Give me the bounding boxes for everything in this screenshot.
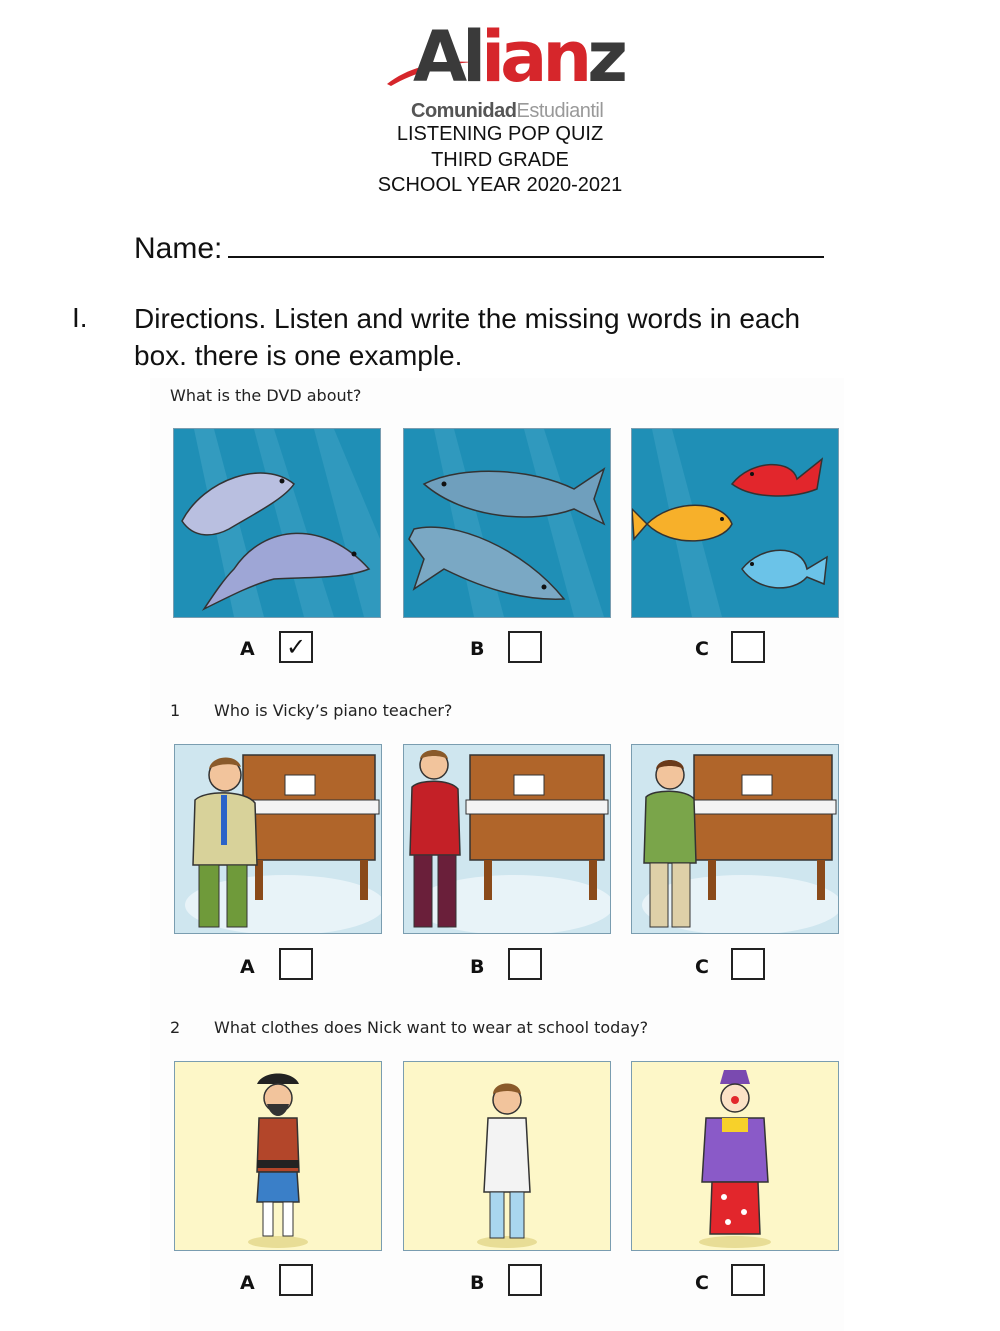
picture-teacher-b — [403, 744, 611, 934]
name-label: Name: — [134, 232, 223, 265]
picture-pirate-costume — [174, 1061, 382, 1251]
question-1-number: 1 — [170, 701, 181, 720]
school-year: SCHOOL YEAR 2020-2021 — [377, 174, 623, 196]
picture-fish — [631, 428, 839, 618]
answer-box-a[interactable] — [279, 948, 313, 980]
section-number: I. — [72, 302, 88, 333]
answer-box-c[interactable] — [731, 1264, 765, 1296]
answer-box-b[interactable] — [508, 948, 542, 980]
answer-box-c[interactable] — [731, 631, 765, 663]
option-label-b: B — [470, 1272, 485, 1294]
picture-clown-costume — [631, 1061, 839, 1251]
answer-box-c[interactable] — [731, 948, 765, 980]
picture-dolphins — [173, 428, 381, 618]
section-directions: Directions. Listen and write the missing words in each box. there is one example. — [134, 303, 801, 371]
logo-subtitle: ComunidadEstudiantil — [411, 100, 604, 122]
option-label-a: A — [240, 956, 255, 978]
name-field[interactable] — [228, 226, 824, 258]
question-2-number: 2 — [170, 1018, 181, 1037]
option-label-c: C — [695, 1272, 709, 1294]
answer-box-a[interactable]: ✓ — [279, 631, 313, 663]
option-label-c: C — [695, 638, 709, 660]
option-label-a: A — [240, 1272, 255, 1294]
alianz-logo — [385, 16, 625, 124]
answer-box-a[interactable] — [279, 1264, 313, 1296]
quiz-title: LISTENING POP QUIZ — [396, 123, 604, 145]
picture-teacher-a — [174, 744, 382, 934]
option-label-b: B — [470, 638, 485, 660]
logo-wordmark: Alianz — [413, 16, 623, 98]
answer-box-b[interactable] — [508, 1264, 542, 1296]
question-example-text: What is the DVD about? — [170, 386, 362, 405]
question-2-text: What clothes does Nick want to wear at school today? — [214, 1018, 649, 1037]
option-label-b: B — [470, 956, 485, 978]
picture-teacher-c — [631, 744, 839, 934]
option-label-a: A — [240, 638, 255, 660]
answer-box-b[interactable] — [508, 631, 542, 663]
name-row — [134, 226, 824, 266]
question-1-text: Who is Vicky’s piano teacher? — [214, 701, 453, 720]
option-label-c: C — [695, 956, 709, 978]
picture-doctor-costume — [403, 1061, 611, 1251]
picture-sharks — [403, 428, 611, 618]
grade-label: THIRD GRADE — [431, 149, 569, 171]
